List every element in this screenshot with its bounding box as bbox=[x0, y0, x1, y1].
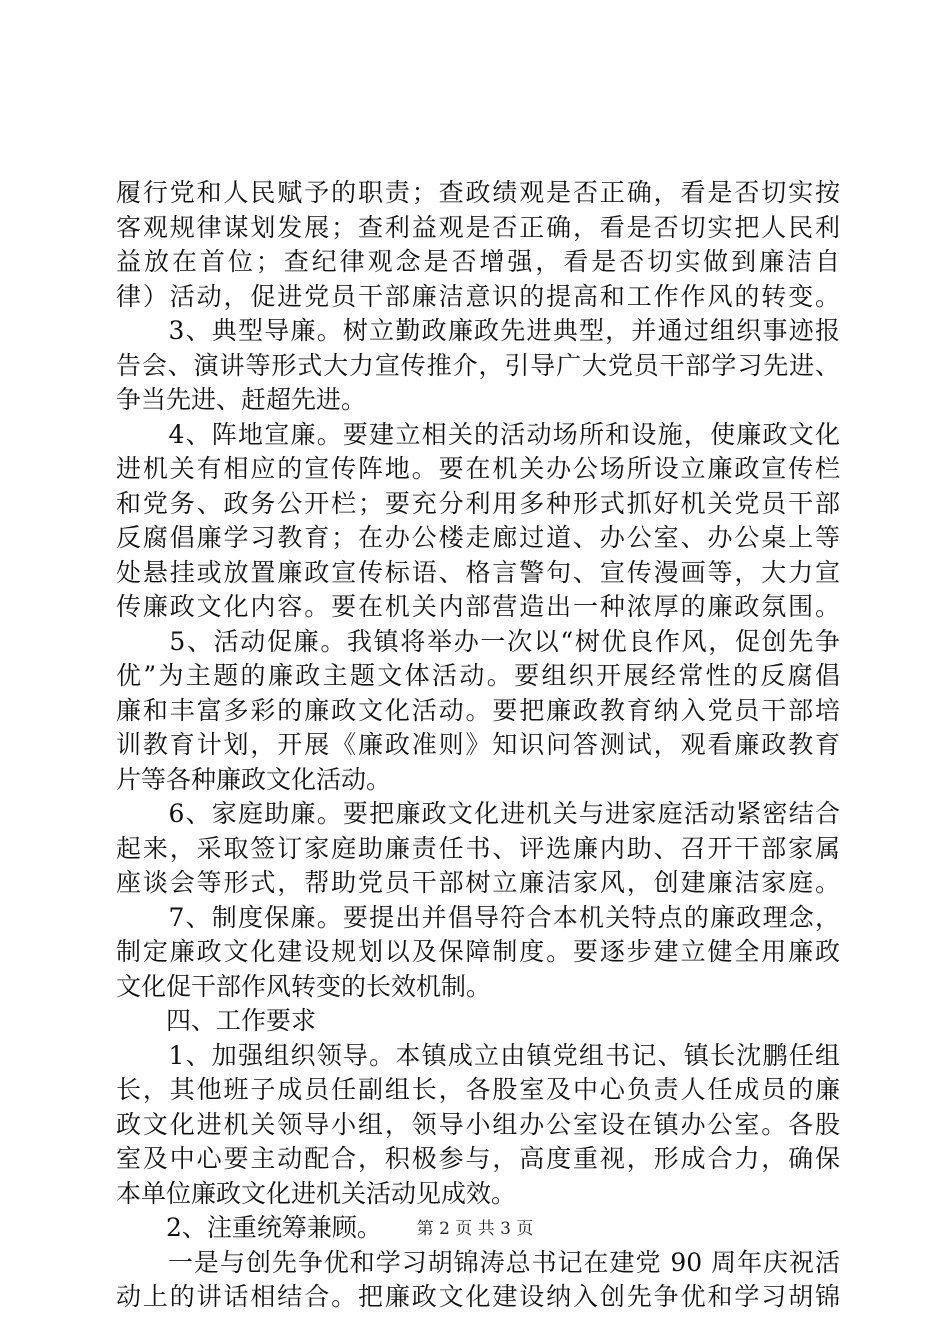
text-line: 本单位廉政文化进机关活动见成效。 bbox=[116, 1178, 517, 1208]
text-line: 廉和丰富多彩的廉政文化活动。要把廉政教育纳入党员干部培 bbox=[116, 695, 840, 725]
text-line: 训教育计划，开展《廉政准则》知识问答测试，观看廉政教育 bbox=[116, 730, 840, 759]
text-line: 座谈会等形式，帮助党员干部树立廉洁家风，创建廉洁家庭。 bbox=[116, 868, 840, 897]
text-line: 履行党和人民赋予的职责；查政绩观是否正确，看是否切实按 bbox=[116, 178, 840, 207]
text-line: 和党务、政务公开栏；要充分利用多种形式抓好机关党员干部 bbox=[116, 488, 840, 518]
text-line: 进机关有相应的宣传阵地。要在机关办公场所设立廉政宣传栏 bbox=[116, 454, 840, 483]
text-line: 起来，采取签订家庭助廉责任书、评选廉内助、召开干部家属 bbox=[116, 833, 840, 863]
page-footer: 第 2 页 共 3 页 bbox=[416, 1219, 534, 1239]
text-line: 片等各种廉政文化活动。 bbox=[116, 764, 392, 794]
text-line: 处悬挂或放置廉政宣传标语、格言警句、宣传漫画等，大力宣 bbox=[116, 557, 840, 587]
text-line: 四、工作要求 bbox=[116, 1006, 317, 1035]
text-line: 1、加强组织领导。本镇成立由镇党组书记、镇长沈鹏任组 bbox=[116, 1040, 840, 1070]
text-line: 6、家庭助廉。要把廉政文化进机关与进家庭活动紧密结合 bbox=[116, 799, 840, 828]
text-line: 3、典型导廉。树立勤政廉政先进典型，并通过组织事迹报 bbox=[116, 316, 840, 345]
text-line: 传廉政文化内容。要在机关内部营造出一种浓厚的廉政氛围。 bbox=[116, 592, 840, 621]
text-line: 7、制度保廉。要提出并倡导符合本机关特点的廉政理念， bbox=[116, 902, 840, 932]
text-line: 制定廉政文化建设规划以及保障制度。要逐步建立健全用廉政 bbox=[116, 937, 840, 966]
text-line: 告会、演讲等形式大力宣传推介，引导广大党员干部学习先进、 bbox=[116, 350, 840, 380]
text-line: 动上的讲话相结合。把廉政文化建设纳入创先争优和学习胡锦 bbox=[116, 1282, 840, 1311]
text-line: 律）活动，促进党员干部廉洁意识的提高和工作作风的转变。 bbox=[116, 281, 840, 311]
text-line: 文化促干部作风转变的长效机制。 bbox=[116, 971, 492, 1001]
text-line: 客观规律谋划发展；查利益观是否正确，看是否切实把人民利 bbox=[116, 212, 840, 242]
document-body bbox=[116, 176, 840, 1315]
text-line: 室及中心要主动配合，积极参与，高度重视，形成合力，确保 bbox=[116, 1144, 840, 1173]
text-line: 优”为主题的廉政主题文体活动。要组织开展经常性的反腐倡 bbox=[116, 661, 840, 690]
text-line: 2、注重统筹兼顾。 bbox=[116, 1213, 382, 1242]
text-line: 长，其他班子成员任副组长，各股室及中心负责人任成员的廉 bbox=[116, 1075, 840, 1104]
text-line: 4、阵地宣廉。要建立相关的活动场所和设施，使廉政文化 bbox=[116, 419, 840, 449]
text-line: 争当先进、赶超先进。 bbox=[116, 385, 367, 414]
text-line: 政文化进机关领导小组，领导小组办公室设在镇办公室。各股 bbox=[116, 1109, 840, 1139]
text-line: 5、活动促廉。我镇将举办一次以“树优良作风，促创先争 bbox=[116, 626, 840, 656]
text-line: 一是与创先争优和学习胡锦涛总书记在建党 90 周年庆祝活 bbox=[116, 1247, 840, 1277]
text-line: 反腐倡廉学习教育；在办公楼走廊过道、办公室、办公桌上等 bbox=[116, 523, 840, 552]
text-line: 益放在首位；查纪律观念是否增强，看是否切实做到廉洁自 bbox=[116, 247, 840, 276]
